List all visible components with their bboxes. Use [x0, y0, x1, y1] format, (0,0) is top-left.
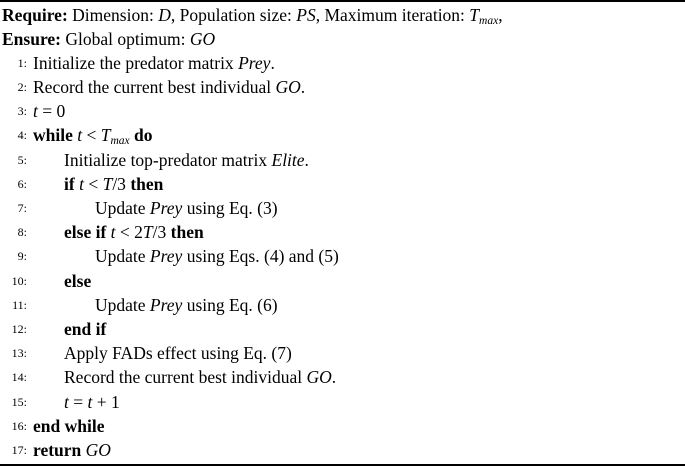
line-number: 10: [11, 274, 27, 288]
line-body [33, 416, 104, 436]
require-keyword: Require: [2, 5, 68, 25]
line-text: using Eqs. (4) and (5) [182, 246, 339, 266]
line-math: GO [306, 367, 332, 387]
line-keyword: then [125, 174, 164, 194]
line-text: Initialize top-predator matrix [64, 150, 272, 170]
line-text: . [331, 367, 337, 387]
line-math: T [102, 174, 113, 194]
line-text: using Eq. (6) [182, 295, 278, 315]
line-body [33, 53, 275, 73]
line-number: 7: [17, 201, 27, 215]
line-number: 14: [11, 370, 27, 384]
line-body [64, 392, 120, 412]
line-body [64, 271, 91, 291]
require-maxiter-symbol: T [469, 5, 480, 25]
line-text: Apply FADs effect using Eq. (7) [64, 343, 292, 363]
require-population-text: , Population size: [170, 5, 297, 25]
line-keyword: return [33, 440, 82, 460]
line-math: t [72, 125, 83, 145]
line-number: 4: [17, 128, 27, 142]
line-math: Prey [149, 295, 183, 315]
line-number: 13: [11, 346, 27, 360]
require-end-comma: , [498, 5, 503, 25]
line-number: 6: [17, 177, 27, 191]
require-maxiter-subscript: max [479, 15, 499, 27]
line-text: . [270, 53, 275, 73]
line-text: using Eq. (3) [182, 198, 278, 218]
line-body [64, 343, 292, 363]
line-text: = [68, 392, 88, 412]
line-body [33, 125, 153, 151]
line-text: . [300, 77, 306, 97]
require-line [2, 5, 503, 31]
line-math: t [87, 392, 93, 412]
require-maxiter-text: , Maximum iteration: [315, 5, 470, 25]
require-population-symbol: PS [296, 5, 316, 25]
line-keyword: end while [33, 416, 105, 436]
line-math: t [33, 101, 38, 121]
line-number: 2: [17, 80, 27, 94]
ensure-line [2, 29, 215, 49]
line-text: Update [95, 246, 150, 266]
line-math: t [106, 222, 116, 242]
line-keyword: end if [64, 319, 107, 339]
line-text: < 2 [115, 222, 143, 242]
line-text: Record the current best individual [33, 77, 276, 97]
line-number: 12: [11, 322, 27, 336]
line-text: Update [95, 295, 150, 315]
ensure-keyword: Ensure: [2, 29, 61, 49]
line-keyword: do [129, 125, 153, 145]
line-text: < [83, 174, 103, 194]
line-math: Prey [149, 198, 183, 218]
line-number: 3: [17, 104, 27, 118]
require-dimension-text: Dimension: [67, 5, 159, 25]
line-keyword: then [166, 222, 204, 242]
line-math: t [74, 174, 84, 194]
line-number: 5: [17, 153, 27, 167]
line-body [33, 77, 305, 97]
line-body [64, 150, 309, 170]
ensure-symbol: GO [189, 29, 216, 49]
line-text: = 0 [37, 101, 66, 121]
line-keyword: if [64, 174, 75, 194]
line-math: Elite [271, 150, 305, 170]
line-math: GO [81, 440, 111, 460]
line-keyword: while [33, 125, 73, 145]
line-math: T [142, 222, 153, 242]
line-text: + 1 [92, 392, 120, 412]
require-dimension-symbol: D [158, 5, 171, 25]
line-text: Update [95, 198, 150, 218]
line-number: 11: [12, 298, 27, 312]
line-body [33, 101, 65, 121]
line-body [95, 246, 339, 266]
line-body [95, 295, 278, 315]
line-body [64, 174, 163, 194]
line-math: T [100, 125, 111, 145]
line-body [64, 222, 204, 242]
line-math: Prey [238, 53, 271, 73]
line-text: /3 [152, 222, 167, 242]
line-number: 8: [17, 225, 27, 239]
ensure-text: Global optimum: [61, 29, 190, 49]
line-body [33, 440, 111, 460]
line-number: 1: [17, 56, 27, 70]
line-number: 16: [11, 419, 27, 433]
line-text: < [82, 125, 101, 145]
line-body [64, 367, 336, 387]
line-text: . [304, 150, 309, 170]
line-subscript: max [110, 135, 130, 147]
line-number: 17: [11, 443, 27, 457]
line-text: Initialize the predator matrix [33, 53, 239, 73]
line-math: GO [275, 77, 301, 97]
line-text: /3 [112, 174, 126, 194]
line-keyword: else if [64, 222, 107, 242]
line-keyword: else [64, 271, 92, 291]
line-body [95, 198, 278, 218]
line-number: 15: [11, 395, 27, 409]
line-number: 9: [17, 249, 27, 263]
line-text: Record the current best individual [64, 367, 307, 387]
line-body [64, 319, 106, 339]
line-math: Prey [149, 246, 183, 266]
line-math: t [64, 392, 69, 412]
